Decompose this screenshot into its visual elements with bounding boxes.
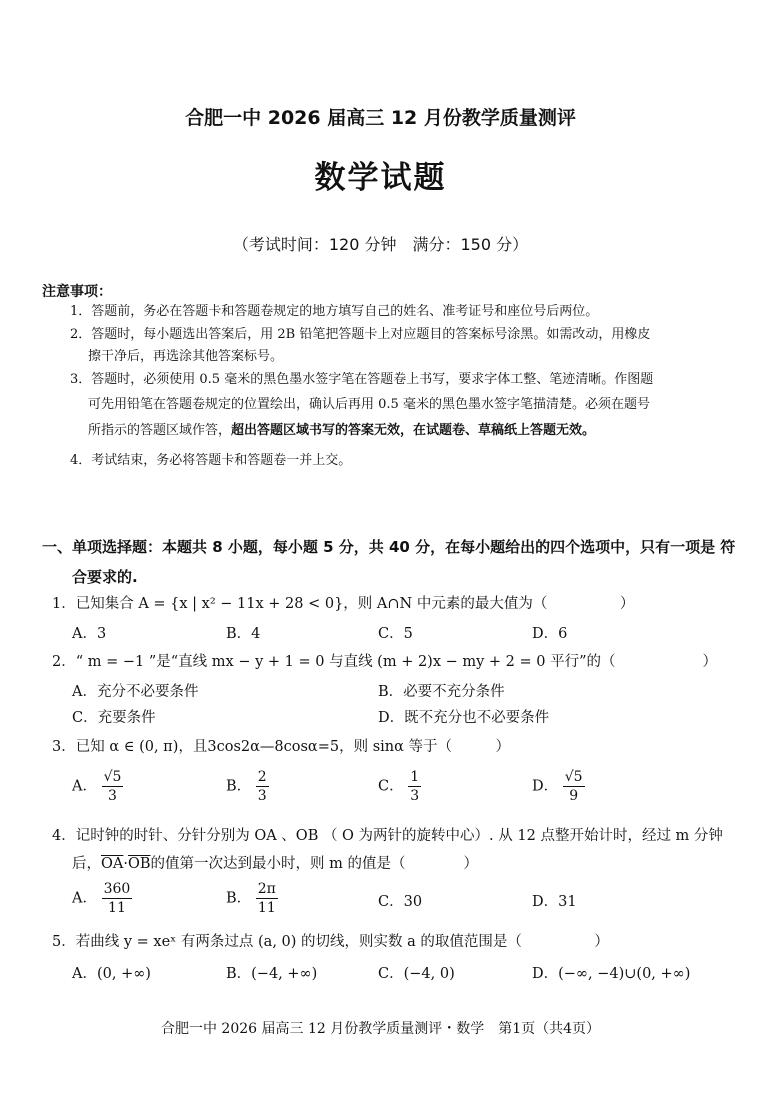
option-a-label: A．: [72, 778, 97, 795]
note-item-4: 4．考试结束，务必将答题卡和答题卷一并上交。: [70, 453, 352, 468]
question-1-option-d: D．6: [532, 626, 568, 642]
note-item-3-cont2: [88, 420, 595, 442]
question-1-option-b: B．4: [226, 626, 261, 642]
dot-operator: ·: [123, 856, 128, 872]
option-b-label: B．: [226, 778, 252, 795]
note-item-2: 2．答题时，每小题选出答案后，用 2B 铅笔把答题卡上对应题目的答案标号涂黑。如需改动，用橡皮: [70, 327, 651, 342]
question-4-stem-line1: 4．记时钟的时针、分针分别为 OA 、OB （ O 为两针的旋转中心）. 从 12 点整开始计时，经过 m 分钟: [52, 828, 723, 844]
question-3-stem: 3．已知 α ∈ (0, π)，且3cos2α—8cosα=5，则 sinα 等于（ ）: [52, 739, 511, 755]
question-4-option-c: [378, 890, 422, 911]
option-c-label: C．: [378, 894, 404, 910]
question-2-option-b: B．必要不充分条件: [378, 684, 505, 700]
question-3-option-c: [378, 768, 421, 805]
question-5-option-b: B．(−4, +∞): [226, 966, 318, 982]
question-1-option-a: A．3: [72, 626, 107, 642]
section-heading: [42, 532, 735, 592]
question-5-option-d: D．(−∞, −4)∪(0, +∞): [532, 966, 691, 982]
option-c-label: C．: [378, 778, 404, 795]
question-5-stem: 5．若曲线 y = xeˣ 有两条过点 (a, 0) 的切线，则实数 a 的取值范围是（ ）: [52, 934, 609, 950]
question-1-stem: 1．已知集合 A = {x | x² − 11x + 28 < 0}，则 A∩N 中元素的最大值为（ ）: [52, 596, 635, 612]
note-item-1: 1．答题前，务必在答题卡和答题卷规定的地方填写自己的姓名、准考证号和座位号后两位。: [70, 304, 599, 319]
vector-ob: $\overline{OB}$: [127, 856, 151, 872]
question-4-option-a: [72, 880, 132, 917]
question-3-option-b: [226, 768, 269, 805]
note-item-3: 3．答题时，必须使用 0.5 毫米的黑色墨水签字笔在答题卷上书写，要求字体工整、笔迹清晰。作图题: [70, 372, 654, 387]
section-heading-line2: 合要求的.: [72, 568, 138, 586]
option-a-fraction: $\frac{√5}{3}$: [103, 769, 122, 804]
question-2-option-d: D．既不充分也不必要条件: [378, 710, 550, 726]
question-4-stem-line2: [72, 852, 478, 873]
exam-title: 合肥一中 2026 届高三 12 月份教学质量测评: [185, 107, 576, 129]
option-a-fraction: $\frac{360}{11}$: [103, 881, 131, 916]
question-3-option-a: [72, 768, 123, 805]
question-3-option-d: [532, 768, 585, 805]
question-1-option-c: C．5: [378, 626, 413, 642]
option-a-label: A．: [72, 890, 97, 907]
option-b-fraction: $\frac{2\pi}{11}$: [257, 881, 276, 916]
option-c-fraction: $\frac{1}{3}$: [410, 769, 420, 804]
note-item-3-cont: 可先用铅笔在答题卷规定的位置绘出，确认后再用 0.5 毫米的黑色墨水签字笔描清楚。必须在题号: [88, 397, 650, 412]
vector-oa: $\overline{OA}$: [101, 856, 124, 872]
option-b-fraction: $\frac{2}{3}$: [257, 769, 267, 804]
question-2-option-a: A．充分不必要条件: [72, 684, 199, 700]
notes-heading: 注意事项：: [42, 284, 112, 300]
q4-suffix: 的值第一次达到最小时，则 m 的值是（ ）: [150, 856, 478, 872]
option-b-label: B．: [226, 890, 252, 907]
option-d-fraction: $\frac{√5}{9}$: [564, 769, 583, 804]
option-d-label: D．: [532, 778, 559, 795]
option-c-value: 30: [403, 894, 423, 910]
q4-prefix: 后，: [72, 856, 101, 872]
note-item-3-prefix: 所指示的答题区域作答，: [88, 423, 232, 438]
question-2-stem: 2．“ m = −1 ”是“直线 mx − y + 1 = 0 与直线 (m + 2)x − my + 2 = 0 平行”的（ ）: [52, 654, 718, 670]
exam-time-info: （考试时间：120 分钟 满分：150 分）: [232, 235, 529, 254]
section-heading-line1: 一、单项选择题：本题共 8 小题，每小题 5 分，共 40 分，在每小题给出的四个选项中，只有一项是 符: [42, 538, 736, 556]
question-2-option-c: C．充要条件: [72, 710, 156, 726]
note-item-3-emphasis: 超出答题区域书写的答案无效，在试题卷、草稿纸上答题无效。: [231, 423, 596, 438]
page-footer: 合肥一中 2026 届高三 12 月份教学质量测评・数学 第1页（共4页）: [160, 1021, 601, 1037]
question-5-option-c: C．(−4, 0): [378, 966, 455, 982]
note-item-2-cont: 擦干净后，再选涂其他答案标号。: [88, 349, 284, 364]
question-5-option-a: A．(0, +∞): [72, 966, 151, 982]
subject-title: 数学试题: [314, 160, 447, 196]
question-4-option-d: D．31: [532, 894, 577, 910]
question-4-option-b: [226, 880, 278, 917]
